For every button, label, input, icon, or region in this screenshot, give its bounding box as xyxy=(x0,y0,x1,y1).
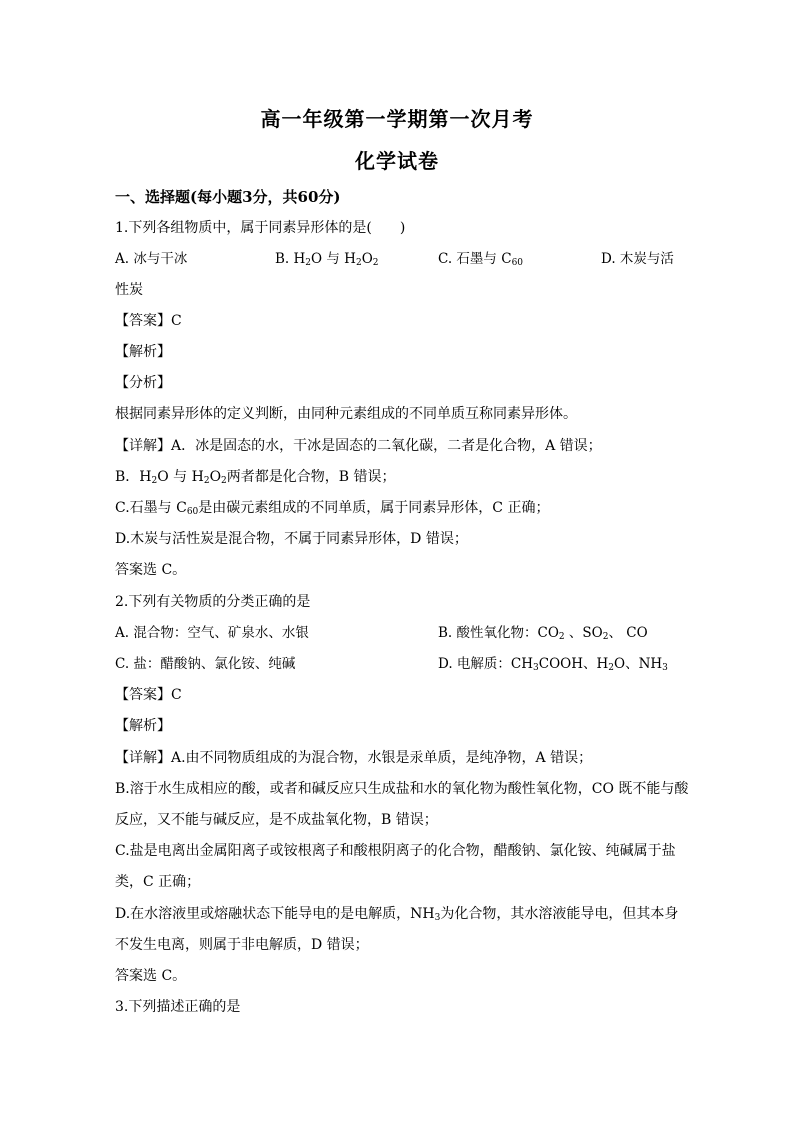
q2-option-d: D. 电解质：$CH_3COOH$、$H_2O$、$NH_3$ xyxy=(438,656,668,673)
q1-fenxi-text: 根据同素异形体的定义判断，由同种元素组成的不同单质互称同素异形体。 xyxy=(115,406,577,422)
q1-detail-b: B．$H_2O$ 与 $H_2O_2$两者都是化合物，B 错误； xyxy=(115,469,396,486)
q2-option-b: B. 酸性氧化物：$CO_2$ 、$SO_2$、 CO xyxy=(438,625,648,642)
section-heading: 一、选择题(每小题3分，共60分) xyxy=(115,188,341,206)
q1-fenxi-tag: 【分析】 xyxy=(115,375,171,391)
q2-option-a: A. 混合物：空气、矿泉水、水银 xyxy=(115,625,309,641)
page-title: 高一年级第一学期第一次月考 xyxy=(260,107,534,131)
q1-option-d: D. 木炭与活 xyxy=(601,251,674,267)
q1-analysis-tag: 【解析】 xyxy=(115,344,171,360)
page-subtitle: 化学试卷 xyxy=(355,149,439,173)
q2-detail-a: 【详解】A.由不同物质组成的为混合物，水银是汞单质，是纯净物，A 错误； xyxy=(115,750,593,766)
q1-option-c: C. 石墨与 $C_{60}$ xyxy=(438,251,524,268)
q3-stem: 3.下列描述正确的是 xyxy=(115,999,241,1015)
q2-option-c: C. 盐：醋酸钠、氯化铵、纯碱 xyxy=(115,656,296,672)
q2-detail-c-line2: 类，C 正确； xyxy=(115,874,201,890)
q2-detail-d-line1: D.在水溶液里或熔融状态下能导电的是电解质，$NH_3$为化合物，其水溶液能导电，但其本身 xyxy=(115,906,679,923)
q1-conclusion: 答案选 C。 xyxy=(115,562,187,578)
q1-detail-a: 【详解】A．冰是固态的水，干冰是固态的二氧化碳，二者是化合物，A 错误； xyxy=(115,438,602,454)
q1-option-b: B. $H_2O$ 与 $H_2O_2$ xyxy=(275,251,379,268)
q2-detail-b-line2: 反应，又不能与碱反应，是不成盐氧化物，B 错误； xyxy=(115,812,438,828)
q1-detail-c: C.石墨与 $C_{60}$是由碳元素组成的不同单质，属于同素异形体，C 正确； xyxy=(115,500,550,517)
q1-option-d-continued: 性炭 xyxy=(115,282,143,298)
q1-option-a: A. 冰与干冰 xyxy=(115,251,188,267)
q2-answer: 【答案】C xyxy=(115,687,182,703)
q1-stem: 1.下列各组物质中，属于同素异形体的是( ) xyxy=(115,220,406,236)
q2-detail-d-line2: 不发生电离，则属于非电解质，D 错误； xyxy=(115,937,369,953)
q1-answer: 【答案】C xyxy=(115,313,182,329)
q1-detail-d: D.木炭与活性炭是混合物，不属于同素异形体，D 错误； xyxy=(115,531,468,547)
q2-conclusion: 答案选 C。 xyxy=(115,968,187,984)
q2-detail-b-line1: B.溶于水生成相应的酸，或者和碱反应只生成盐和水的氧化物为酸性氧化物，CO 既不能与酸 xyxy=(115,781,689,797)
q2-analysis-tag: 【解析】 xyxy=(115,718,171,734)
q2-stem: 2.下列有关物质的分类正确的是 xyxy=(115,594,311,610)
q2-detail-c-line1: C.盐是电离出金属阳离子或铵根离子和酸根阴离子的化合物，醋酸钠、氯化铵、纯碱属于盐 xyxy=(115,843,676,859)
